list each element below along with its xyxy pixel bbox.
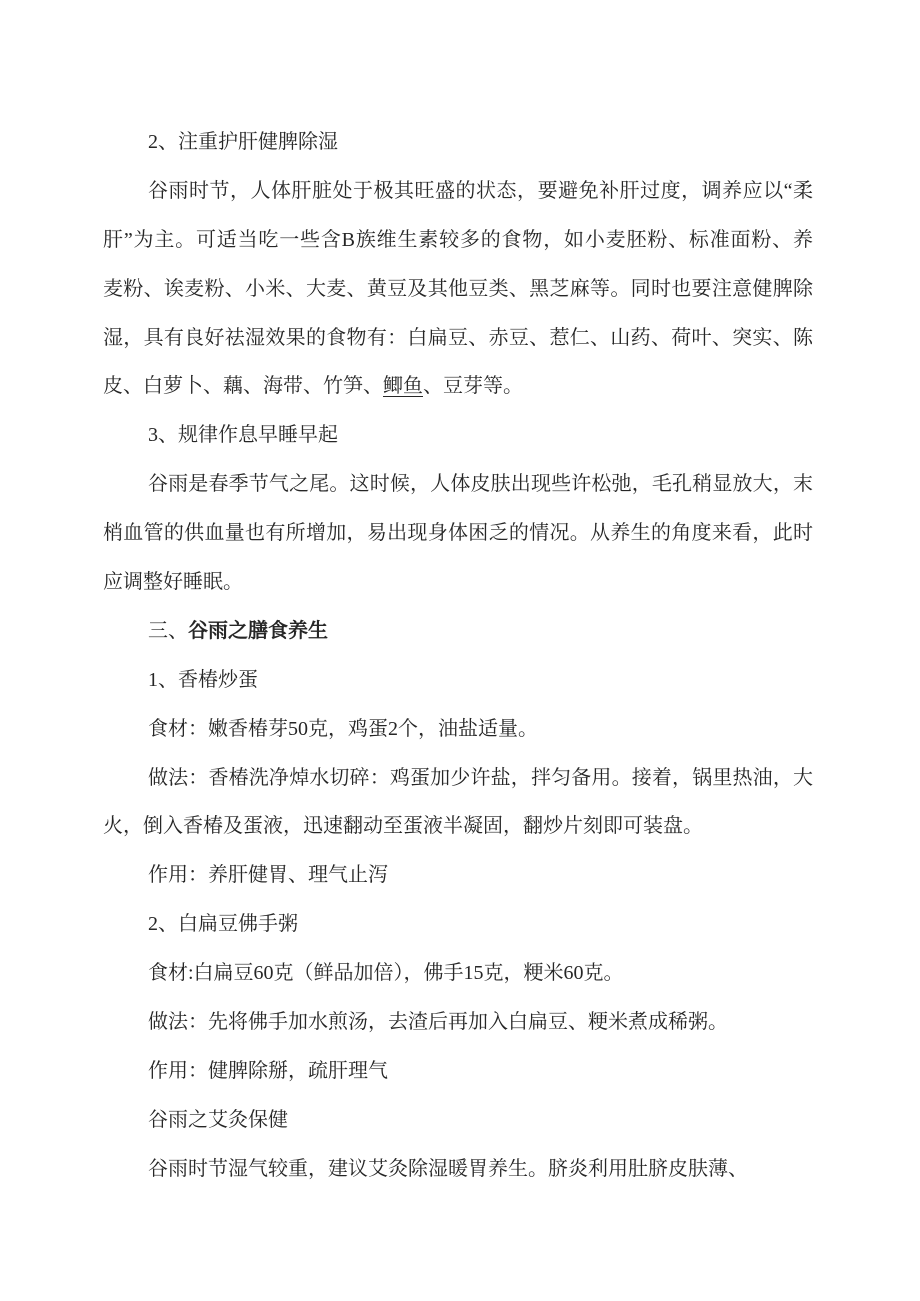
sub-heading: 2、白扁豆佛手粥 (148, 913, 298, 936)
paragraph-line: 作用：健脾除掰，疏肝理气 (148, 1059, 388, 1082)
paragraph-line: 谷雨时节，人体肝脏处于极其旺盛的状态，要避免补肝过度，调养应以“柔 (148, 179, 813, 202)
line-text: 皮、白萝卜、藕、海带、竹笋、 (103, 375, 383, 398)
paragraph-line: 梢血管的供血量也有所增加，易出现身体困乏的情况。从养生的角度来看，此时 (103, 522, 813, 545)
paragraph-line: 应调整好睡眠。 (103, 571, 243, 594)
section-title: 谷雨之膳食养生 (188, 619, 328, 642)
paragraph-line: 麦粉、诶麦粉、小米、大麦、黄豆及其他豆类、黑芝麻等。同时也要注意健脾除 (103, 277, 813, 300)
paragraph-line: 谷雨是春季节气之尾。这时候，人体皮肤出现些许松弛，毛孔稍显放大，末 (148, 473, 813, 496)
paragraph-line: 谷雨时节湿气较重，建议艾灸除湿暖胃养生。脐炎利用肚脐皮肤薄、 (148, 1157, 748, 1180)
paragraph-line: 肝”为主。可适当吃一些含B族维生素较多的食物，如小麦胚粉、标准面粉、养 (103, 228, 813, 251)
paragraph-line: 做法：香椿洗净焯水切碎：鸡蛋加少许盐，拌匀备用。接着，锅里热油，大 (148, 766, 813, 789)
paragraph-line: 火，倒入香椿及蛋液，迅速翻动至蛋液半凝固，翻炒片刻即可装盘。 (103, 815, 703, 838)
sub-heading: 1、香椿炒蛋 (148, 668, 258, 691)
paragraph-line: 湿，具有良好祛湿效果的食物有：白扁豆、赤豆、惹仁、山药、荷叶、突实、陈 (103, 326, 813, 349)
sub-heading: 2、注重护肝健脾除湿 (148, 131, 338, 153)
section-number: 三、 (148, 619, 188, 642)
sub-heading: 3、规律作息早睡早起 (148, 424, 338, 447)
paragraph-line: 做法：先将佛手加水煎汤，去渣后再加入白扁豆、粳米煮成稀粥。 (148, 1011, 728, 1034)
document-body (103, 118, 813, 1194)
paragraph-line (103, 362, 813, 411)
paragraph-line: 食材：嫩香椿芽50克，鸡蛋2个，油盐适量。 (148, 717, 538, 740)
paragraph-line: 食材:白扁豆60克（鲜品加倍），佛手15克，粳米60克。 (148, 962, 624, 985)
paragraph-line: 作用：养肝健胃、理气止泻 (148, 864, 388, 887)
line-text: 、豆芽等。 (423, 375, 523, 398)
sub-heading: 谷雨之艾灸保健 (148, 1108, 288, 1131)
underlined-text: 鲫鱼 (383, 375, 423, 398)
section-heading (103, 607, 813, 656)
